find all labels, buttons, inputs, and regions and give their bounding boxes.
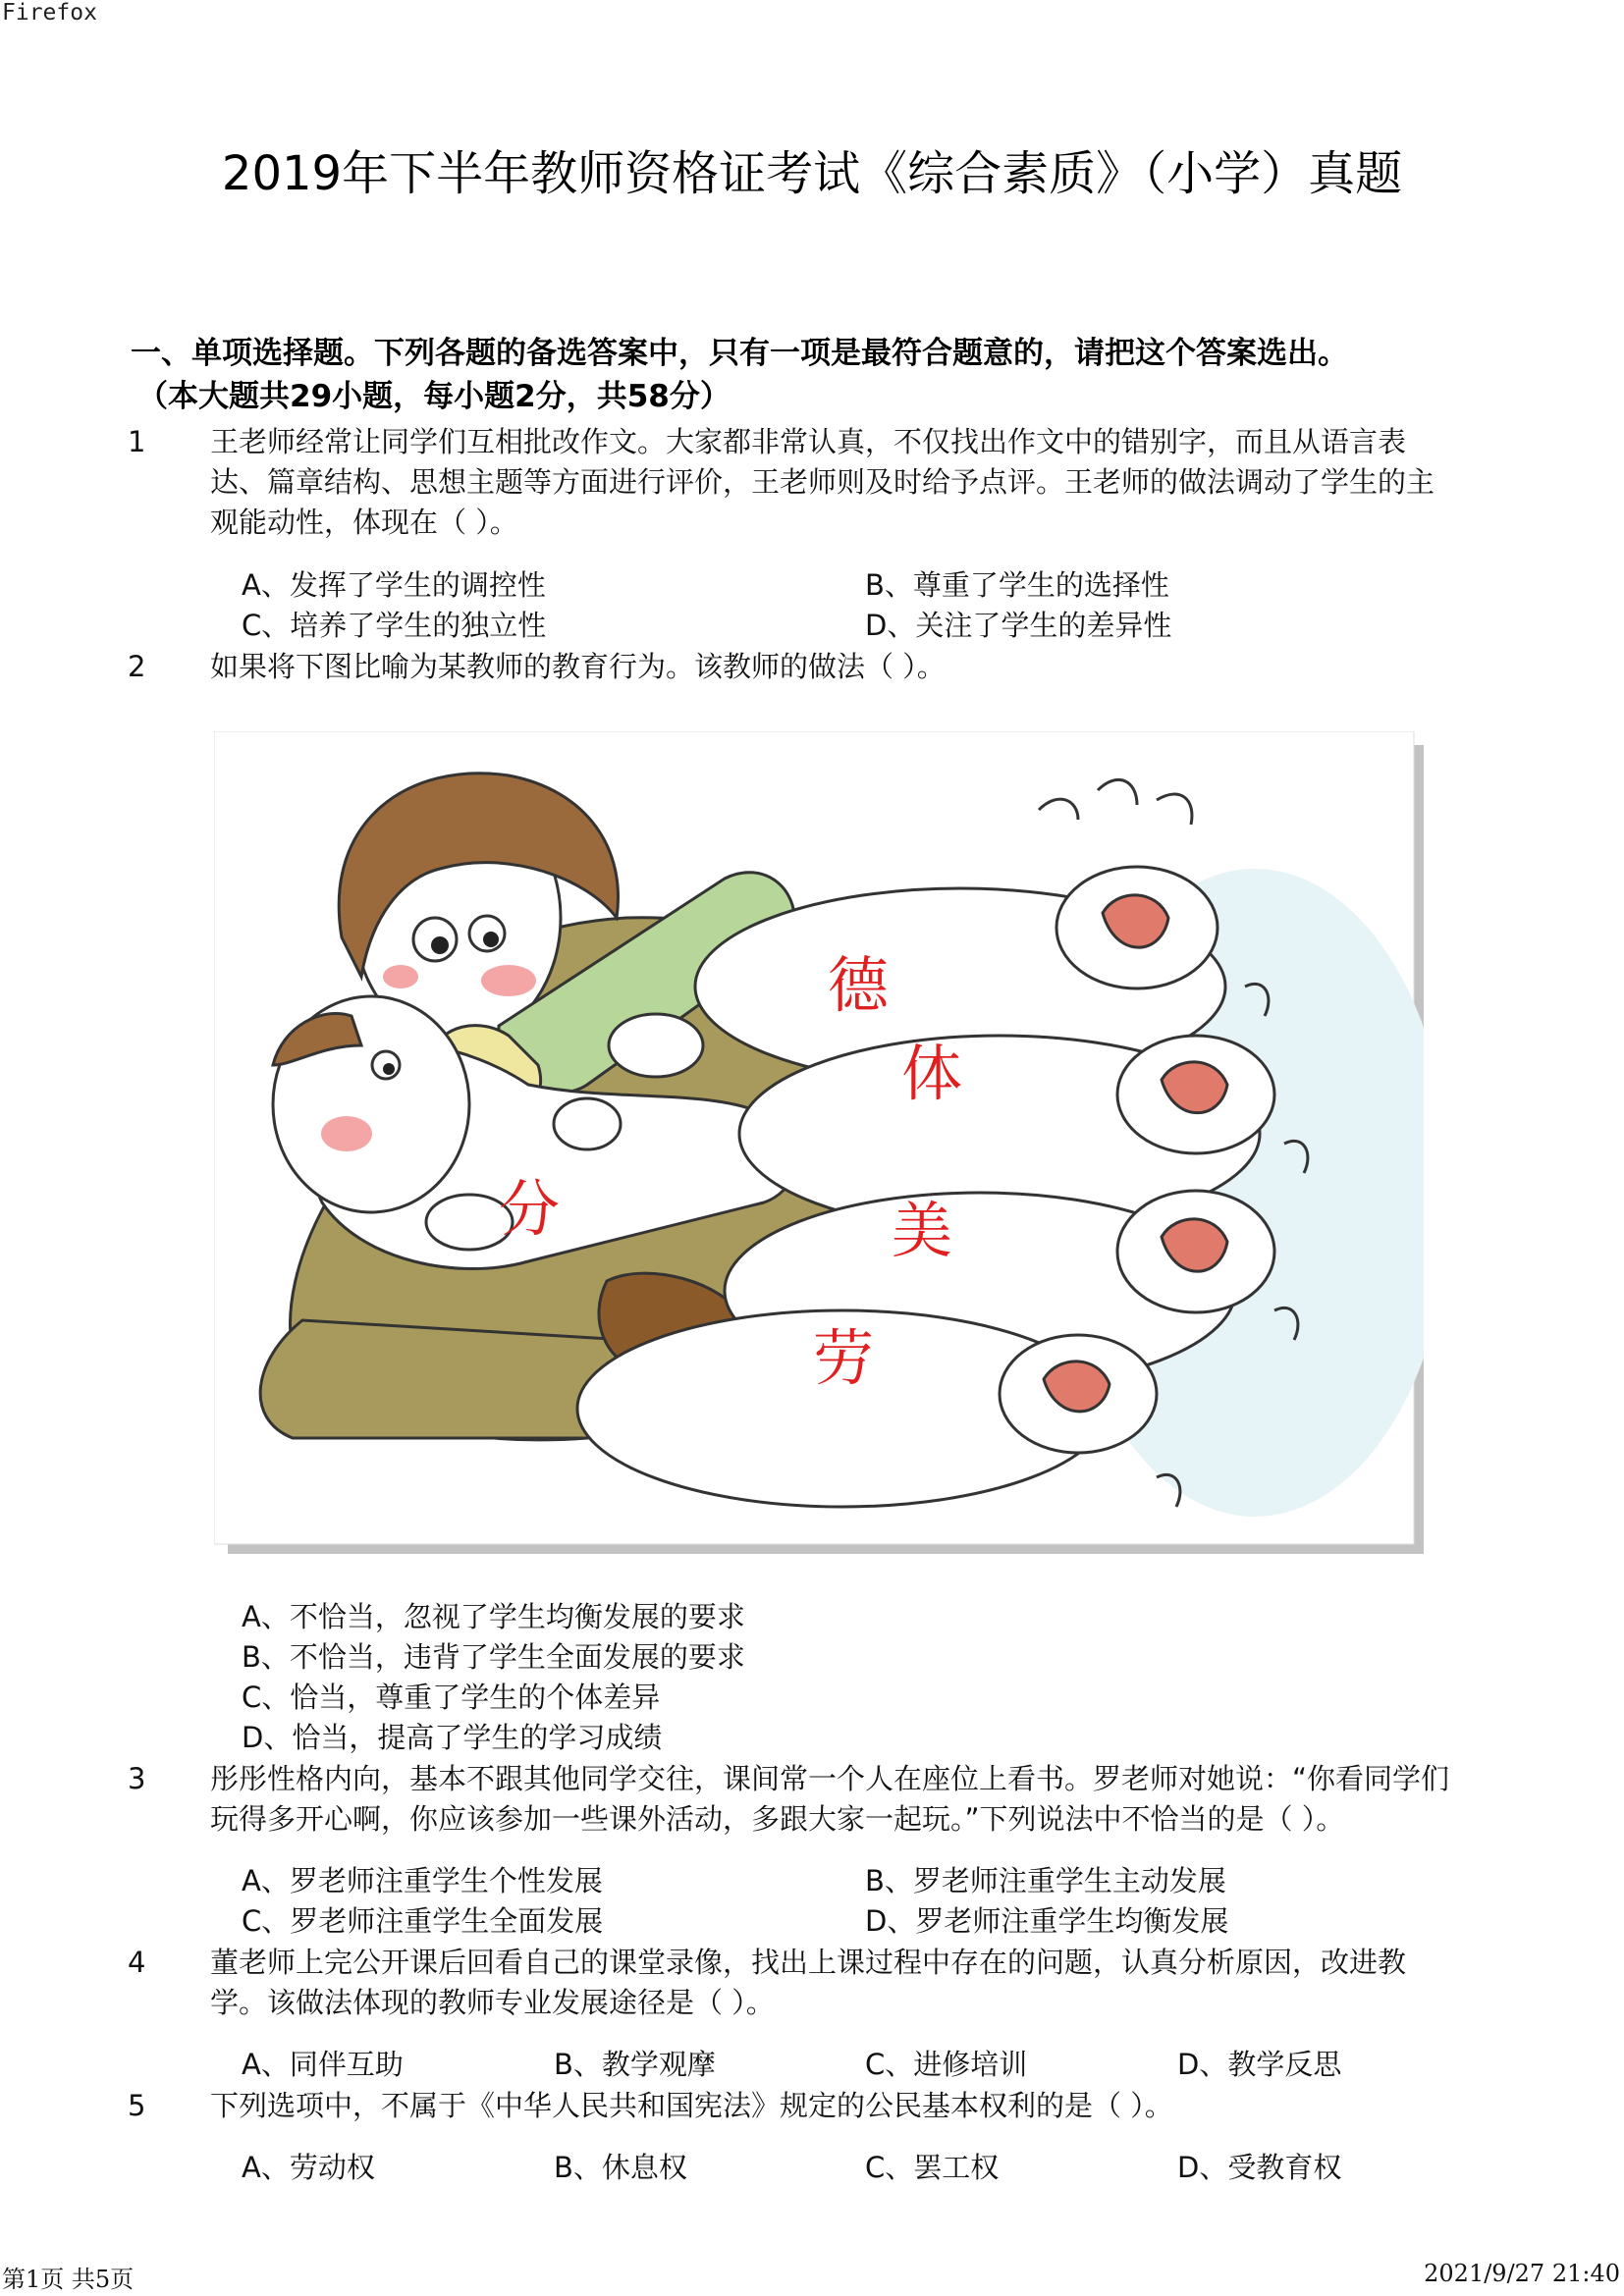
question-number: 5	[128, 2089, 146, 2122]
label-mei: 美	[892, 1195, 953, 1266]
option-b: B、休息权	[554, 2151, 687, 2184]
option-b: B、尊重了学生的选择性	[865, 568, 1169, 602]
cartoon-figure	[214, 731, 1424, 1554]
option-c: C、罢工权	[865, 2151, 1000, 2184]
question-text-line: 玩得多开心啊，你应该参加一些课外活动，多跟大家一起玩。”下列说法中不恰当的是（ ）。	[210, 1802, 1345, 1836]
question-number: 2	[128, 650, 146, 683]
label-de: 德	[828, 949, 890, 1021]
option-c: C、恰当，尊重了学生的个体差异	[242, 1681, 661, 1714]
label-fen: 分	[499, 1173, 561, 1245]
question-number: 1	[128, 425, 146, 458]
option-a: A、劳动权	[242, 2151, 375, 2184]
question-text-line: 如果将下图比喻为某教师的教育行为。该教师的做法（ ）。	[210, 650, 946, 683]
question-text-line: 下列选项中，不属于《中华人民共和国宪法》规定的公民基本权利的是（ ）。	[210, 2089, 1173, 2122]
question-text-line: 学。该做法体现的教师专业发展途径是（ ）。	[210, 1986, 775, 2019]
option-a: A、罗老师注重学生个性发展	[242, 1864, 603, 1897]
option-d: D、罗老师注重学生均衡发展	[865, 1904, 1229, 1938]
option-b: B、不恰当，违背了学生全面发展的要求	[242, 1640, 745, 1674]
option-d: D、关注了学生的差异性	[865, 609, 1172, 642]
question-text-line: 王老师经常让同学们互相批改作文。大家都非常认真，不仅找出作文中的错别字，而且从语言表	[210, 425, 1407, 458]
label-lao: 劳	[813, 1322, 875, 1394]
question-number: 4	[128, 1946, 146, 1979]
option-b: B、教学观摩	[554, 2048, 716, 2081]
question-text-line: 观能动性，体现在（ ）。	[210, 506, 518, 539]
question-number: 3	[128, 1762, 146, 1795]
option-c: C、培养了学生的独立性	[242, 609, 547, 642]
question-text-line: 达、篇章结构、思想主题等方面进行评价，王老师则及时给予点评。王老师的做法调动了学生的主	[210, 465, 1435, 499]
option-b: B、罗老师注重学生主动发展	[865, 1864, 1226, 1897]
page-title: 2019年下半年教师资格证考试《综合素质》（小学）真题	[221, 146, 1403, 201]
print-timestamp: 2021/9/27 21:40	[1424, 2260, 1620, 2287]
option-a: A、发挥了学生的调控性	[242, 568, 546, 602]
option-d: D、教学反思	[1177, 2048, 1342, 2081]
option-c: C、罗老师注重学生全面发展	[242, 1904, 604, 1938]
section-heading-line1: 一、单项选择题。下列各题的备选答案中，只有一项是最符合题意的，请把这个答案选出。	[131, 336, 1348, 371]
option-a: A、同伴互助	[242, 2048, 404, 2081]
label-ti: 体	[901, 1038, 963, 1109]
option-c: C、进修培训	[865, 2048, 1028, 2081]
option-d: D、受教育权	[1177, 2151, 1342, 2184]
browser-label: Firefox	[2, 0, 97, 26]
question-text-line: 彤彤性格内向，基本不跟其他同学交往，课间常一个人在座位上看书。罗老师对她说：“你看同学们	[210, 1762, 1450, 1795]
option-d: D、恰当，提高了学生的学习成绩	[242, 1721, 663, 1754]
section-heading-line2: （本大题共29小题，每小题2分，共58分）	[137, 379, 731, 414]
question-text-line: 董老师上完公开课后回看自己的课堂录像，找出上课过程中存在的问题，认真分析原因，改进教	[210, 1946, 1407, 1979]
page-info: 第1页 共5页	[2, 2266, 135, 2293]
option-a: A、不恰当，忽视了学生均衡发展的要求	[242, 1600, 745, 1633]
